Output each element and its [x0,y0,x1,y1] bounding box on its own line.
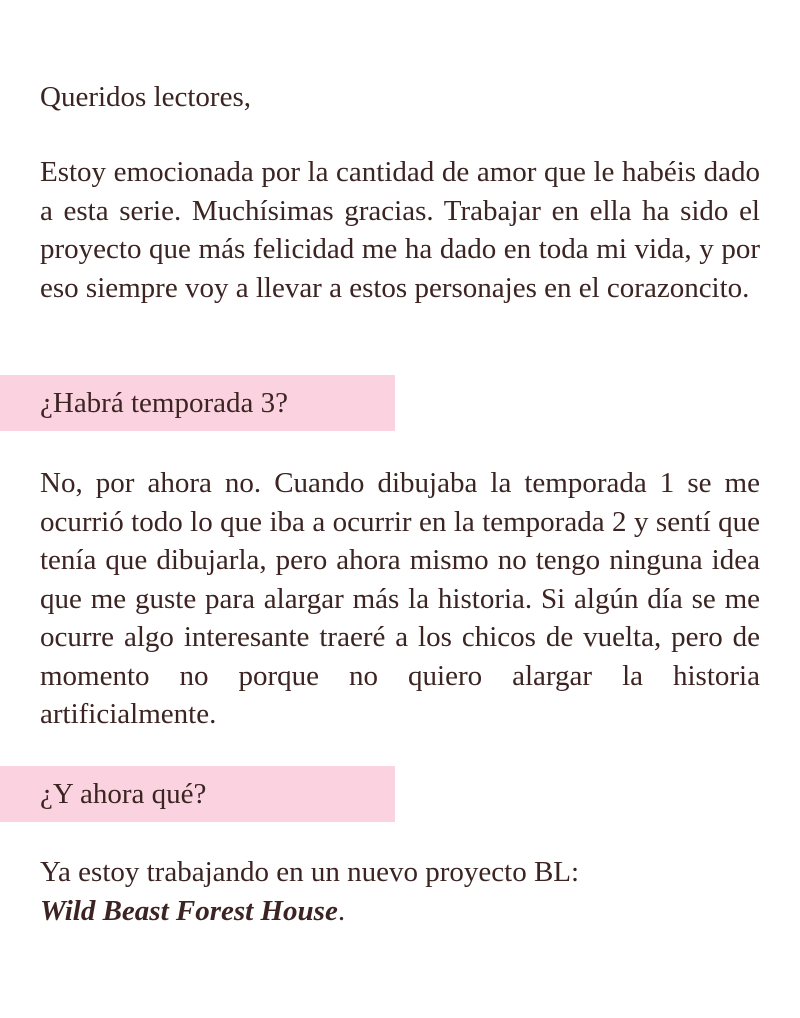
section-heading: ¿Habrá temporada 3? [40,387,288,419]
section-body-suffix: . [337,894,346,927]
project-title: Wild Beast Forest House [40,894,338,927]
intro-paragraph: Estoy emocionada por la cantidad de amor que le habéis dado a esta serie. Muchísimas gracias. Trabajar en ella ha sido el proyecto que más felicidad me ha dado en toda mi vida, y por eso siempre voy a llevar a estos personajes en el corazoncito. [40,156,760,304]
section-heading-band [0,375,395,431]
greeting: Queridos lectores, [40,81,251,113]
section-body-prefix: Ya estoy trabajando en un nuevo proyecto BL: [40,856,580,888]
section-body [40,853,760,930]
section-heading: ¿Y ahora qué? [40,778,207,810]
section-body: No, por ahora no. Cuando dibujaba la temporada 1 se me ocurrió todo lo que iba a ocurrir en la temporada 2 y sentí que tenía que dibujarla, pero ahora mismo no tengo ninguna idea que me guste para alargar más la historia. Si algún día se me ocurre algo interesante traeré a los chicos de vuelta, pero de momento no porque no quiero alargar la historia artificialmente. [40,467,760,730]
section-heading-band [0,766,395,822]
